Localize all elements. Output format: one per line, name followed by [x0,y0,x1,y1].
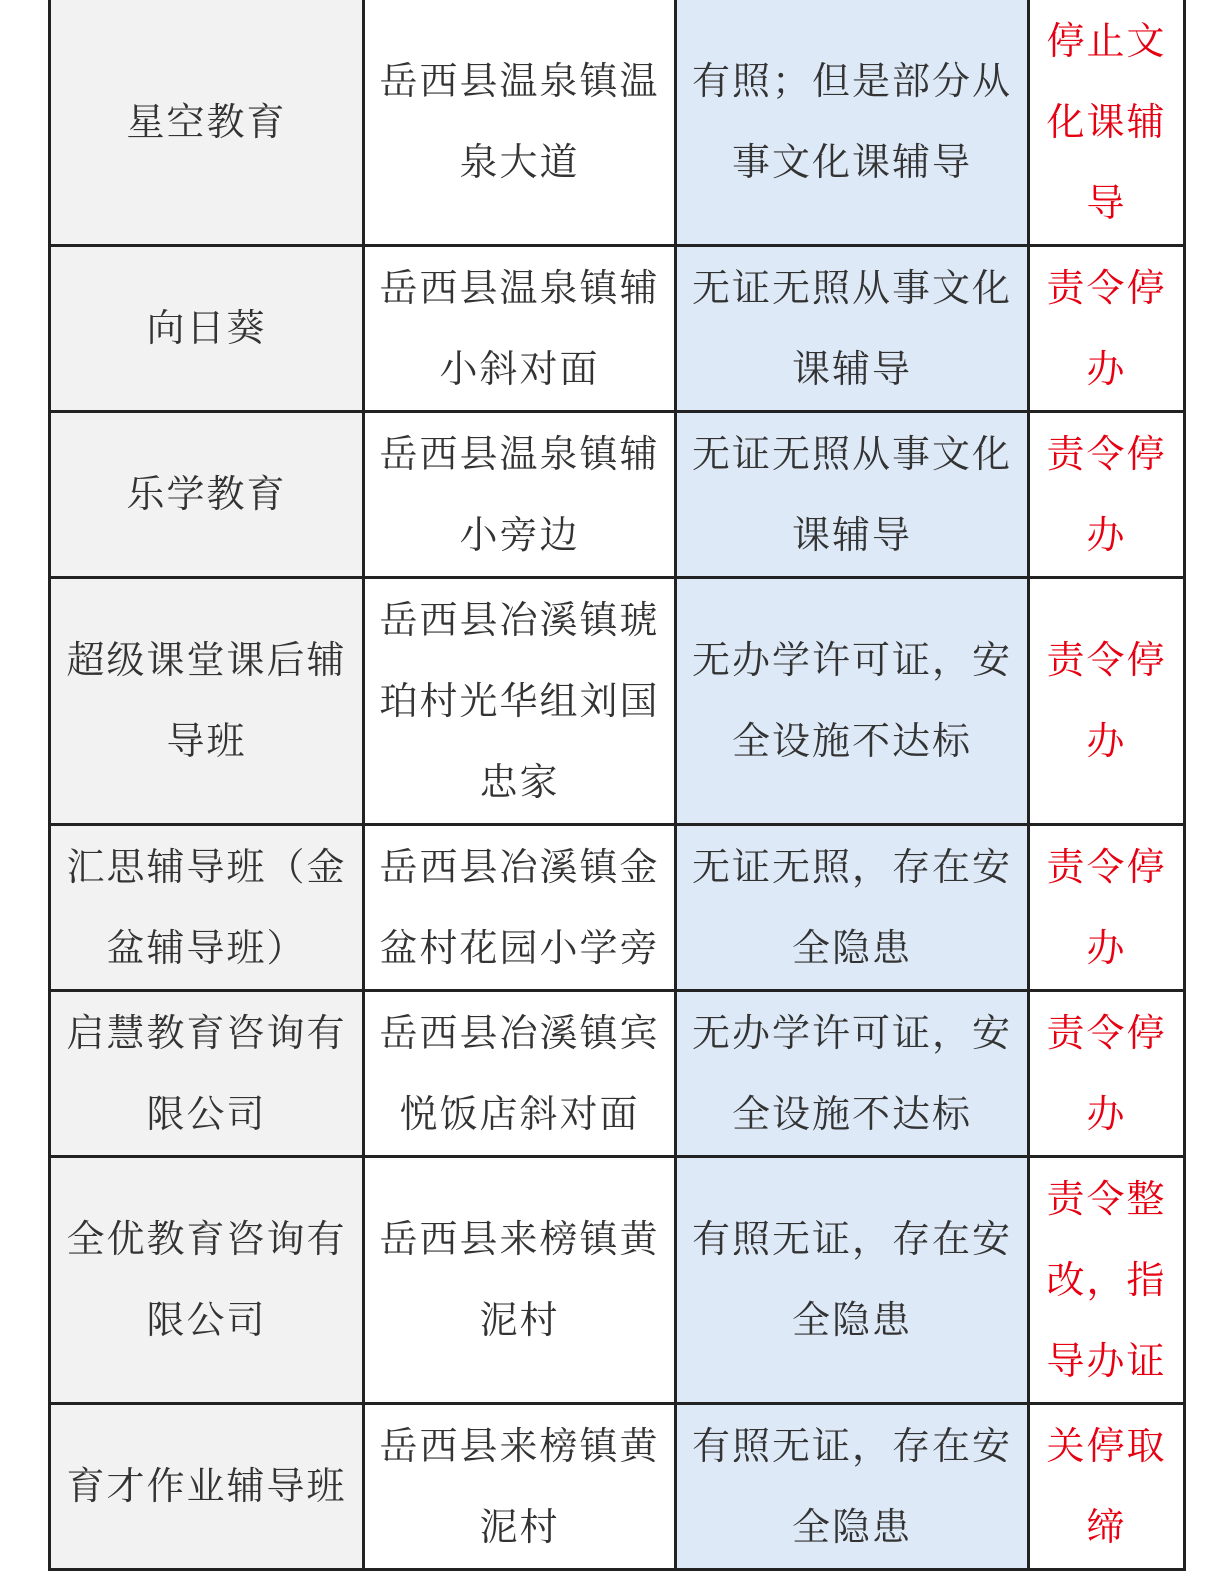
inspection-table [48,0,1186,1571]
table-row [50,412,1185,578]
address-cell: 岳西县温泉镇温泉大道 [364,0,676,246]
issue-cell: 无证无照，存在安全隐患 [676,825,1029,991]
issue-cell: 无证无照从事文化课辅导 [676,412,1029,578]
institution-name-cell: 全优教育咨询有限公司 [50,1157,364,1404]
action-cell: 责令停办 [1029,991,1185,1157]
issue-cell: 有照无证，存在安全隐患 [676,1157,1029,1404]
institution-name-cell: 超级课堂课后辅导班 [50,578,364,825]
action-cell: 责令停办 [1029,825,1185,991]
issue-cell: 无办学许可证，安全设施不达标 [676,991,1029,1157]
institution-name-cell: 乐学教育 [50,412,364,578]
table-row [50,1404,1185,1570]
address-cell: 岳西县温泉镇辅小旁边 [364,412,676,578]
action-cell: 责令停办 [1029,412,1185,578]
issue-cell: 有照无证，存在安全隐患 [676,1404,1029,1570]
institution-name-cell: 向日葵 [50,246,364,412]
institution-name-cell: 汇思辅导班（金盆辅导班） [50,825,364,991]
table-row [50,0,1185,246]
action-cell: 责令停办 [1029,578,1185,825]
institution-name-cell: 星空教育 [50,0,364,246]
address-cell: 岳西县来榜镇黄泥村 [364,1157,676,1404]
action-cell: 停止文化课辅导 [1029,0,1185,246]
table-row [50,1157,1185,1404]
issue-cell: 有照；但是部分从事文化课辅导 [676,0,1029,246]
address-cell: 岳西县温泉镇辅小斜对面 [364,246,676,412]
action-cell: 责令整改，指导办证 [1029,1157,1185,1404]
table-row [50,246,1185,412]
institution-name-cell: 育才作业辅导班 [50,1404,364,1570]
address-cell: 岳西县冶溪镇宾悦饭店斜对面 [364,991,676,1157]
address-cell: 岳西县冶溪镇琥珀村光华组刘国忠家 [364,578,676,825]
address-cell: 岳西县来榜镇黄泥村 [364,1404,676,1570]
address-cell: 岳西县冶溪镇金盆村花园小学旁 [364,825,676,991]
table-row [50,991,1185,1157]
institution-name-cell: 启慧教育咨询有限公司 [50,991,364,1157]
issue-cell: 无办学许可证，安全设施不达标 [676,578,1029,825]
table-row [50,578,1185,825]
issue-cell: 无证无照从事文化课辅导 [676,246,1029,412]
action-cell: 关停取缔 [1029,1404,1185,1570]
table-row [50,825,1185,991]
action-cell: 责令停办 [1029,246,1185,412]
